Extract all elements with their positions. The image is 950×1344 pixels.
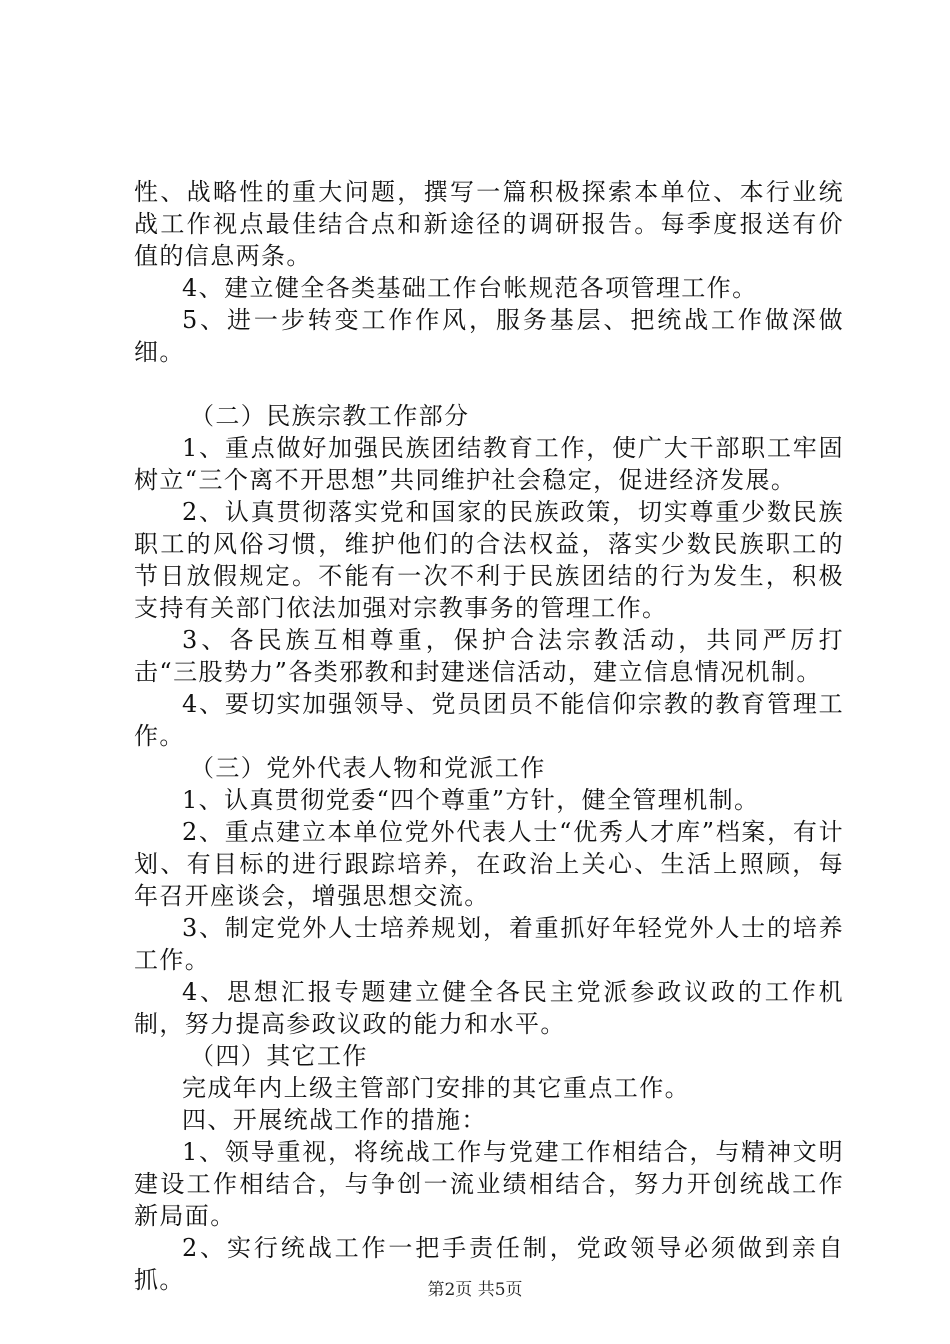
paragraph-ethnic-2: 2、认真贯彻落实党和国家的民族政策，切实尊重少数民族职工的风俗习惯，维护他们的合法权益，落实少数民族职工的节日放假规定。不能有一次不利于民族团结的行为发生，积极支持有关部门依法加强对宗教事务的管理工作。 (134, 498, 844, 622)
paragraph-continuation: 性、战略性的重大问题，撰写一篇积极探索本单位、本行业统战工作视点最佳结合点和新途径的调研报告。每季度报送有价值的信息两条。 (134, 178, 844, 270)
paragraph-non-party-1: 1、认真贯彻党委“四个尊重”方针，健全管理机制。 (182, 786, 760, 814)
paragraph-measures-1: 1、领导重视，将统战工作与党建工作相结合，与精神文明建设工作相结合，与争创一流业绩相结合，努力开创统战工作新局面。 (134, 1138, 844, 1230)
paragraph-item-5: 5、进一步转变工作作风，服务基层、把统战工作做深做细。 (134, 306, 844, 366)
section-heading-other-work: （四）其它工作 (190, 1042, 368, 1070)
page-number-footer: 第2页 共5页 (427, 1280, 523, 1300)
paragraph-ethnic-4: 4、要切实加强领导、党员团员不能信仰宗教的教育管理工作。 (134, 690, 844, 750)
document-body (134, 176, 844, 1296)
section-heading-measures: 四、开展统战工作的措施： (182, 1106, 487, 1134)
paragraph-non-party-4: 4、思想汇报专题建立健全各民主党派参政议政的工作机制，努力提高参政议政的能力和水平。 (134, 978, 844, 1038)
paragraph-measures-2: 2、实行统战工作一把手责任制，党政领导必须做到亲自抓。 (134, 1234, 844, 1294)
paragraph-gap (134, 368, 844, 400)
paragraph-ethnic-3: 3、各民族互相尊重，保护合法宗教活动，共同严厉打击“三股势力”各类邪教和封建迷信活动，建立信息情况机制。 (134, 626, 844, 686)
paragraph-non-party-2: 2、重点建立本单位党外代表人士“优秀人才库”档案，有计划、有目标的进行跟踪培养，在政治上关心、生活上照顾，每年召开座谈会，增强思想交流。 (134, 818, 844, 910)
paragraph-item-4: 4、建立健全各类基础工作台帐规范各项管理工作。 (182, 274, 758, 302)
paragraph-ethnic-1: 1、重点做好加强民族团结教育工作，使广大干部职工牢固树立“三个离不开思想”共同维护社会稳定，促进经济发展。 (134, 434, 844, 494)
section-heading-non-party: （三）党外代表人物和党派工作 (190, 754, 546, 782)
paragraph-non-party-3: 3、制定党外人士培养规划，着重抓好年轻党外人士的培养工作。 (134, 914, 844, 974)
paragraph-other-work: 完成年内上级主管部门安排的其它重点工作。 (182, 1074, 690, 1102)
section-heading-ethnic-religion: （二）民族宗教工作部分 (190, 402, 470, 430)
